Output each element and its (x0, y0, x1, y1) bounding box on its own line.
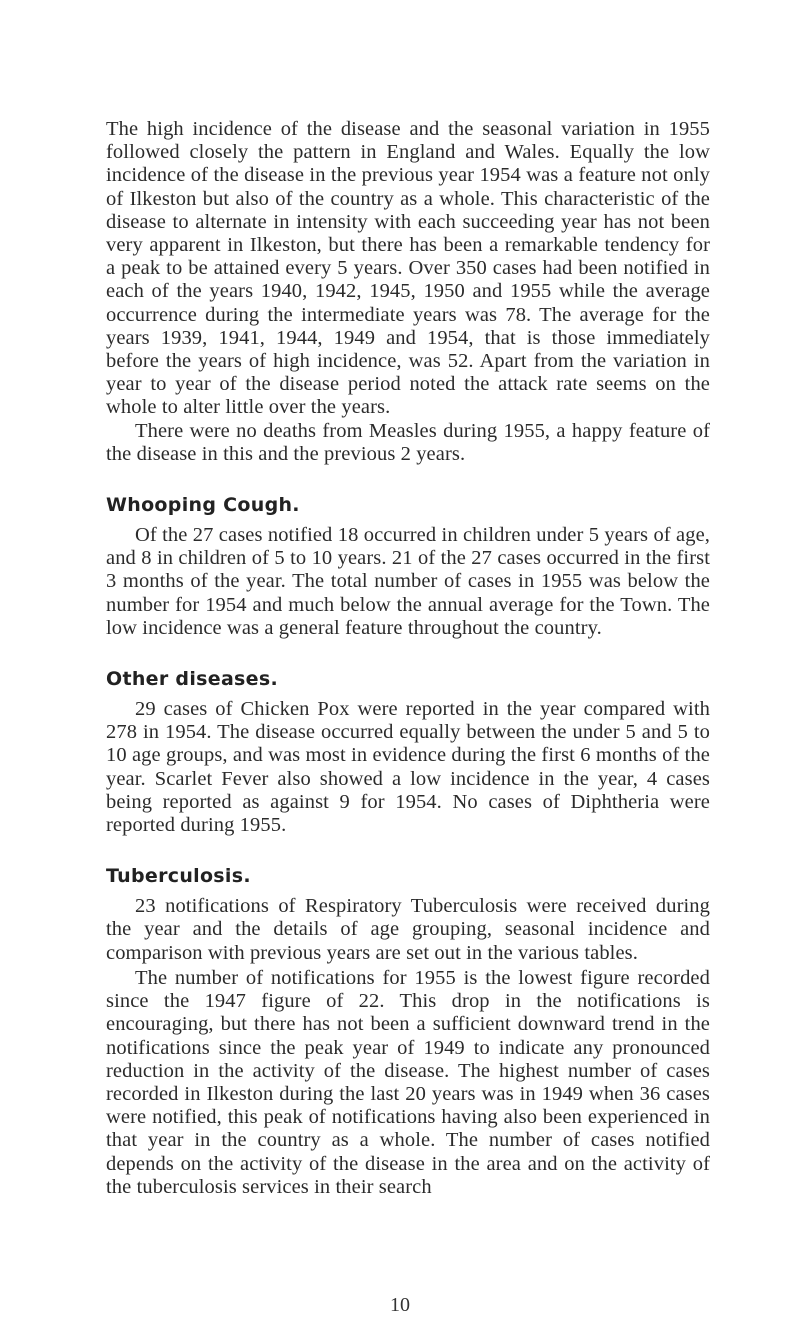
page-number: 10 (390, 1294, 410, 1316)
document-page (106, 118, 710, 1199)
measles-paragraph-deaths: There were no deaths from Measles during 1955, a happy feature of the disease in this and the previous 2 years. (106, 419, 710, 465)
whooping-cough-heading: Whooping Cough. (106, 494, 300, 517)
tuberculosis-paragraph-trend: The number of notifications for 1955 is the lowest figure recorded since the 1947 figure of 22. This drop in the notifications is encouraging, but there has not been a sufficient downward trend in the notifications since the peak year of 1949 to indicate any pronounced reduction in the activity of the disease. The highest number of cases recorded in Ilkeston during the last 20 years was in 1949 when 36 cases were notified, this peak of notifications having also been experienced in that year in the country as a whole. The number of cases notified depends on the activity of the disease in the area and on the activity of the tuberculosis services in their search (106, 966, 710, 1198)
tuberculosis-heading: Tuberculosis. (106, 865, 251, 888)
whooping-cough-paragraph: Of the 27 cases notified 18 occurred in children under 5 years of age, and 8 in children of 5 to 10 years. 21 of the 27 cases occurred in the first 3 months of the year. The total number of cases in 1955 was below the number for 1954 and much below the annual average for the Town. The low incidence was a general feature throughout the country. (106, 524, 710, 639)
other-diseases-paragraph: 29 cases of Chicken Pox were reported in the year compared with 278 in 1954. The disease occurred equally between the under 5 and 5 to 10 age groups, and was most in evidence during the first 6 months of the year. Scarlet Fever also showed a low incidence in the year, 4 cases being reported as against 9 for 1954. No cases of Diphtheria were reported during 1955. (106, 698, 710, 837)
other-diseases-heading: Other diseases. (106, 668, 278, 691)
tuberculosis-paragraph-notifications: 23 notifications of Respiratory Tuberculosis were received during the year and the details of age grouping, seasonal incidence and comparison with previous years are set out in the various tables. (106, 895, 710, 964)
measles-paragraph-incidence: The high incidence of the disease and the seasonal variation in 1955 followed closely the pattern in England and Wales. Equally the low incidence of the disease in the previous year 1954 was a feature not only of Ilkeston but also of the country as a whole. This characteristic of the disease to alternate in intensity with each succeeding year has not been very apparent in Ilkeston, but there has been a remarkable tendency for a peak to be attained every 5 years. Over 350 cases had been notified in each of the years 1940, 1942, 1945, 1950 and 1955 while the average occurrence during the intermediate years was 78. The average for the years 1939, 1941, 1944, 1949 and 1954, that is those immediately before the years of high incidence, was 52. Apart from the variation in year to year of the disease period noted the attack rate seems on the whole to alter little over the years. (106, 118, 710, 419)
